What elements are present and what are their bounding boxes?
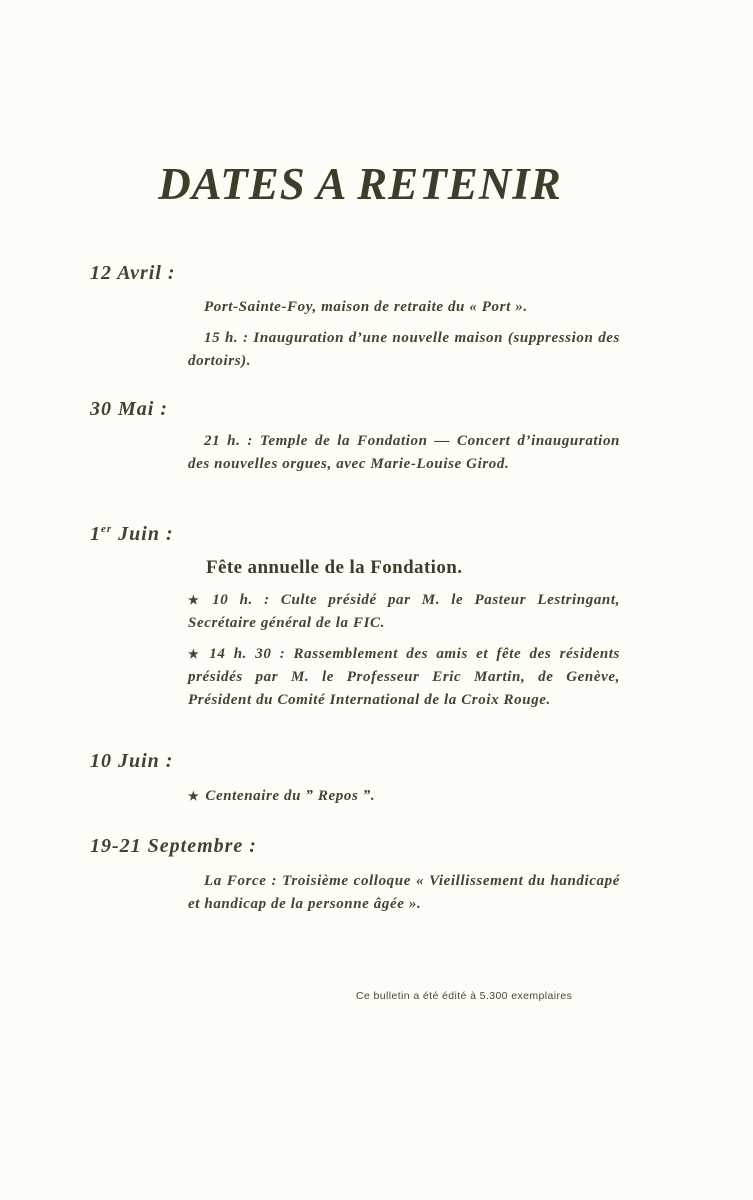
- date-rest: Juin :: [112, 523, 174, 545]
- event-details-12-avril: [188, 296, 620, 381]
- star-icon: ★: [188, 789, 200, 803]
- date-number: 1: [90, 523, 101, 545]
- event-paragraph-text: Centenaire du ˮ Repos ˮ.: [205, 788, 376, 804]
- event-paragraph: Port-Sainte-Foy, maison de retraite du « Port ».: [204, 299, 528, 315]
- event-heading: Fête annuelle de la Fondation.: [206, 557, 463, 578]
- event-details-1er-juin: [188, 557, 620, 720]
- event-paragraph-text: 10 h. : Culte présidé par M. le Pasteur Lestringant, Secrétaire général de la FIC.: [188, 592, 620, 631]
- star-icon: ★: [188, 647, 204, 661]
- event-date-12-avril: 12 Avril :: [90, 262, 176, 284]
- event-details-30-mai: [188, 430, 620, 484]
- date-superscript: er: [101, 523, 113, 535]
- event-paragraph: La Force : Troisième colloque « Vieillissement du handicapé et handicap de la personne âgée ».: [188, 873, 620, 912]
- event-paragraph-text: 14 h. 30 : Rassemblement des amis et fête des résidents présidés par M. le Professeur Eric Martin, de Genève, Président du Comité International de la Croix Rouge.: [188, 646, 620, 708]
- page-title: DATES A RETENIR: [158, 159, 562, 209]
- event-paragraph: 15 h. : Inauguration d’une nouvelle maison (suppression des dortoirs).: [188, 330, 620, 369]
- event-date-10-juin: 10 Juin :: [90, 750, 174, 772]
- event-details-10-juin: [188, 785, 620, 816]
- footer-note: Ce bulletin a été édité à 5.300 exemplaires: [356, 990, 573, 1002]
- star-icon: ★: [188, 593, 207, 607]
- event-paragraph: 21 h. : Temple de la Fondation — Concert d’inauguration des nouvelles orgues, avec Marie-Louise Girod.: [188, 433, 620, 472]
- event-details-19-21-septembre: [188, 870, 620, 924]
- event-paragraph: [188, 785, 620, 808]
- event-date-30-mai: 30 Mai :: [90, 398, 168, 420]
- event-date-1er-juin: [90, 523, 174, 546]
- event-paragraph: [188, 643, 620, 712]
- event-date-19-21-septembre: 19-21 Septembre :: [90, 835, 257, 857]
- event-paragraph: [188, 589, 620, 635]
